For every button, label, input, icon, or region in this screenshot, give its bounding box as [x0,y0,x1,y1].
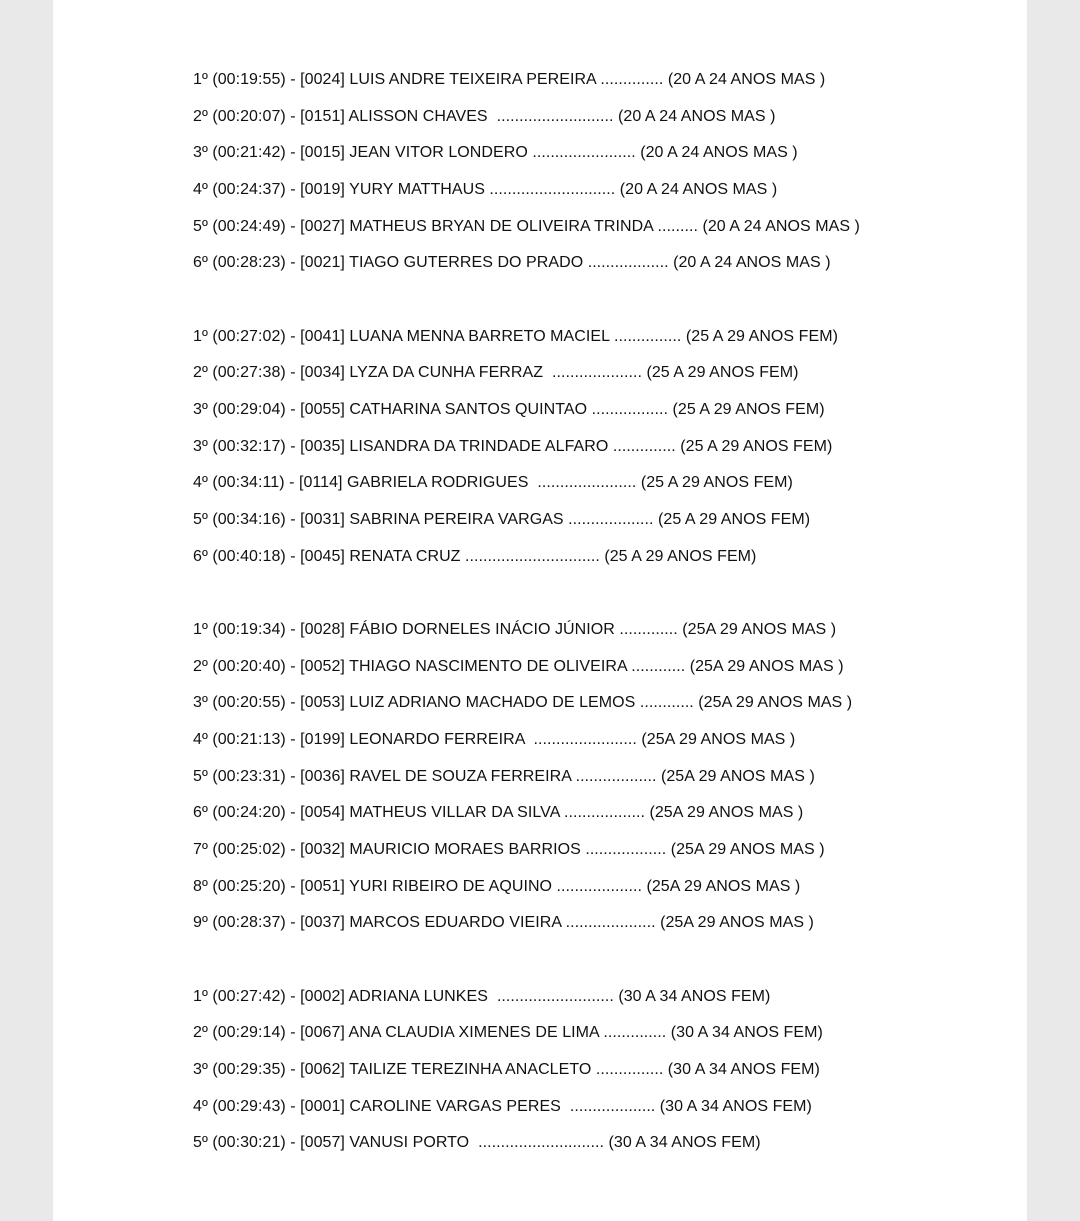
result-line: 4º (00:29:43) - [0001] CAROLINE VARGAS PERES ................... (30 A 34 ANOS FEM) [193,1097,812,1115]
result-line: 3º (00:21:42) - [0015] JEAN VITOR LONDERO ....................... (20 A 24 ANOS MAS ) [193,144,798,162]
result-line: 6º (00:28:23) - [0021] TIAGO GUTERRES DO PRADO .................. (20 A 24 ANOS MAS ) [193,254,831,272]
result-line: 2º (00:20:40) - [0052] THIAGO NASCIMENTO DE OLIVEIRA ............ (25A 29 ANOS MAS ) [193,657,844,675]
result-line: 5º (00:34:16) - [0031] SABRINA PEREIRA VARGAS ................... (25 A 29 ANOS FEM) [193,511,811,529]
result-line: 1º (00:19:34) - [0028] FÁBIO DORNELES INÁCIO JÚNIOR ............. (25A 29 ANOS MAS ) [193,620,837,638]
result-line: 2º (00:29:14) - [0067] ANA CLAUDIA XIMENES DE LIMA .............. (30 A 34 ANOS FEM) [193,1024,823,1042]
result-line: 9º (00:28:37) - [0037] MARCOS EDUARDO VIEIRA .................... (25A 29 ANOS MAS ) [193,914,814,932]
result-line: 4º (00:21:13) - [0199] LEONARDO FERREIRA ....................... (25A 29 ANOS MAS ) [193,731,796,748]
category-group-20-24-mas [193,65,1013,285]
results-list [193,65,1013,1165]
result-line: 5º (00:30:21) - [0057] VANUSI PORTO ............................ (30 A 34 ANOS FEM) [193,1134,761,1152]
result-line: 6º (00:24:20) - [0054] MATHEUS VILLAR DA SILVA .................. (25A 29 ANOS MAS ) [193,804,804,822]
result-line: 5º (00:24:49) - [0027] MATHEUS BRYAN DE OLIVEIRA TRINDA ......... (20 A 24 ANOS MAS ) [193,217,860,235]
result-line: 6º (00:40:18) - [0045] RENATA CRUZ .............................. (25 A 29 ANOS FEM) [193,547,757,565]
result-line: 4º (00:24:37) - [0019] YURY MATTHAUS ............................ (20 A 24 ANOS MAS ) [193,181,778,199]
result-line: 1º (00:27:02) - [0041] LUANA MENNA BARRETO MACIEL ............... (25 A 29 ANOS FEM) [193,327,838,345]
category-group-25-29-fem [193,322,1013,579]
result-line: 1º (00:27:42) - [0002] ADRIANA LUNKES .......................... (30 A 34 ANOS FEM) [193,987,771,1005]
result-line: 3º (00:32:17) - [0035] LISANDRA DA TRINDADE ALFARO .............. (25 A 29 ANOS FEM) [193,437,833,455]
category-group-30-34-fem [193,982,1013,1165]
result-line: 4º (00:34:11) - [0114] GABRIELA RODRIGUES ...................... (25 A 29 ANOS FEM) [193,474,793,492]
result-line: 7º (00:25:02) - [0032] MAURICIO MORAES BARRIOS .................. (25A 29 ANOS MAS ) [193,841,825,859]
result-line: 8º (00:25:20) - [0051] YURI RIBEIRO DE AQUINO ................... (25A 29 ANOS MAS ) [193,877,801,895]
result-line: 2º (00:20:07) - [0151] ALISSON CHAVES .......................... (20 A 24 ANOS MAS ) [193,107,776,125]
document-page [53,0,1027,1221]
result-line: 3º (00:29:35) - [0062] TAILIZE TEREZINHA ANACLETO ............... (30 A 34 ANOS FEM) [193,1061,820,1078]
result-line: 2º (00:27:38) - [0034] LYZA DA CUNHA FERRAZ .................... (25 A 29 ANOS FEM) [193,364,799,382]
result-line: 3º (00:29:04) - [0055] CATHARINA SANTOS QUINTAO ................. (25 A 29 ANOS FEM) [193,401,825,418]
result-line: 3º (00:20:55) - [0053] LUIZ ADRIANO MACHADO DE LEMOS ............ (25A 29 ANOS MAS ) [193,694,853,712]
category-group-25-29-mas [193,615,1013,945]
result-line: 5º (00:23:31) - [0036] RAVEL DE SOUZA FERREIRA .................. (25A 29 ANOS MAS ) [193,767,815,785]
result-line: 1º (00:19:55) - [0024] LUIS ANDRE TEIXEIRA PEREIRA .............. (20 A 24 ANOS MAS ) [193,71,826,88]
